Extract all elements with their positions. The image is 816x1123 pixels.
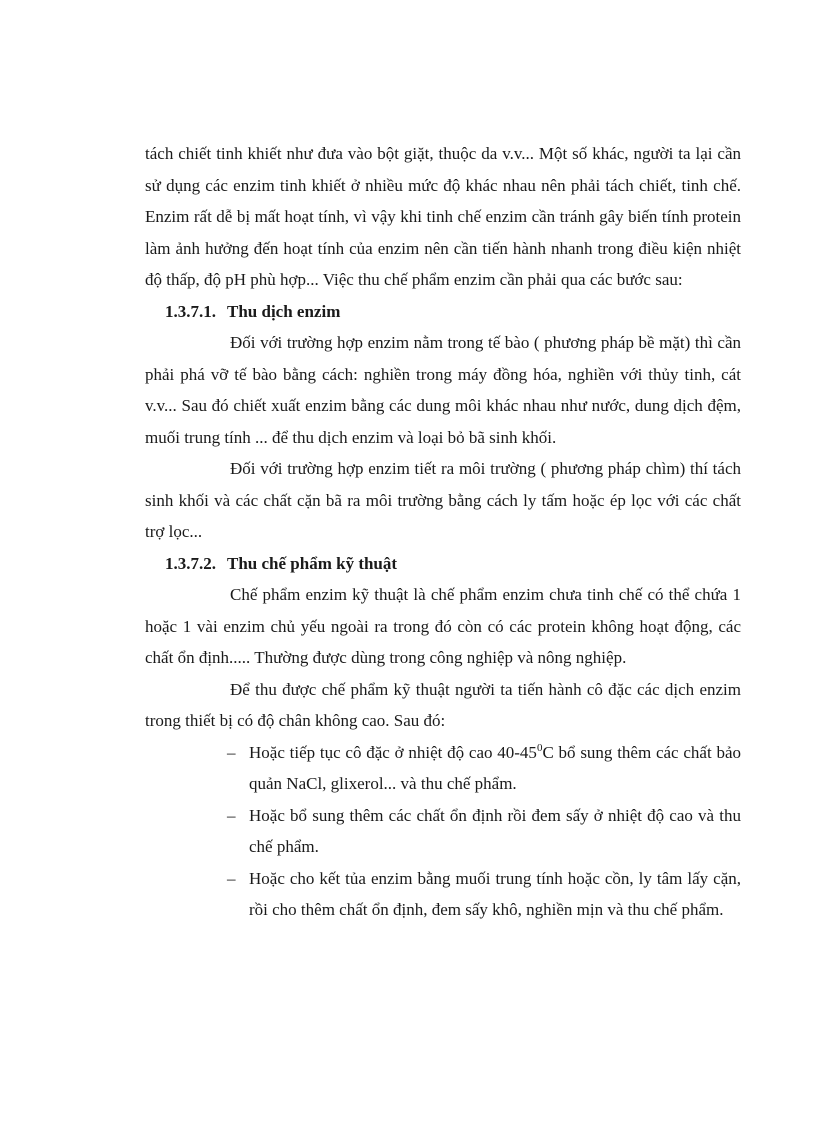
paragraph-intro: tách chiết tinh khiết như đưa vào bột giặt, thuộc da v.v... Một số khác, người ta lại cần sử dụng các enzim tinh khiết ở nhiều mức độ khác nhau nên phải tách chiết, tinh chế. Enzim rất dễ bị mất hoạt tính, vì vậy khi tinh chế enzim cần tránh gây biến tính protein làm ảnh hưởng đến hoạt tính của enzim nên cần tiến hành nhanh trong điều kiện nhiệt độ thấp, độ pH phù hợp... Việc thu chế phẩm enzim cần phải qua các bước sau: — [145, 144, 741, 289]
dash-bullet: – — [227, 742, 236, 762]
page-content — [145, 138, 741, 926]
paragraph-concentration: Để thu được chế phẩm kỹ thuật người ta tiến hành cô đặc các dịch enzim trong thiết bị có độ chân không cao. Sau đó: — [145, 679, 741, 730]
list-item — [145, 800, 741, 863]
dash-bullet: – — [227, 805, 236, 825]
list-item — [145, 737, 741, 800]
list-item-text: Hoặc bổ sung thêm các chất ổn định rồi đem sấy ở nhiệt độ cao và thu chế phẩm. — [249, 805, 741, 856]
list-item-text: Hoặc cho kết tủa enzim bằng muối trung tính hoặc cồn, ly tâm lấy cặn, rồi cho thêm chất ổn định, đem sấy khô, nghiền mịn và thu chế phẩm. — [249, 868, 741, 919]
section-heading-1-3-7-2 — [165, 548, 741, 580]
paragraph-extracellular: Đối với trường hợp enzim tiết ra môi trường ( phương pháp chìm) thí tách sinh khối và các chất cặn bã ra môi trường bằng cách ly tấm hoặc ép lọc với các chất trợ lọc... — [145, 459, 741, 541]
section-number: 1.3.7.2. — [165, 553, 216, 573]
superscript-degree: 0 — [536, 741, 543, 754]
method-list — [145, 737, 741, 926]
section-title: Thu dịch enzim — [227, 301, 341, 321]
list-item — [145, 863, 741, 926]
section-title: Thu chế phẩm kỹ thuật — [227, 553, 398, 573]
paragraph-intracellular: Đối với trường hợp enzim nằm trong tế bào ( phương pháp bề mặt) thì cần phải phá vỡ tế bào bằng cách: nghiền trong máy đồng hóa, nghiền với thủy tinh, cát v.v... Sau đó chiết xuất enzim bằng các dung môi khác nhau như nước, dung dịch đệm, muối trung tính ... để thu dịch enzim và loại bỏ bã sinh khối. — [145, 333, 741, 447]
dash-bullet: – — [227, 868, 236, 888]
list-item-text: Hoặc tiếp tục cô đặc ở nhiệt độ cao $40-45^0C$ bổ sung thêm các chất bảo quản NaCl, glixerol... và thu chế phẩm. — [249, 741, 741, 793]
section-number: 1.3.7.1. — [165, 301, 216, 321]
section-heading-1-3-7-1 — [165, 296, 741, 328]
paragraph-technical-preparation: Chế phẩm enzim kỹ thuật là chế phẩm enzim chưa tinh chế có thể chứa 1 hoặc 1 vài enzim chủ yếu ngoài ra trong đó còn có các protein không hoạt động, các chất ổn định..... Thường được dùng trong công nghiệp và nông nghiệp. — [145, 585, 741, 667]
